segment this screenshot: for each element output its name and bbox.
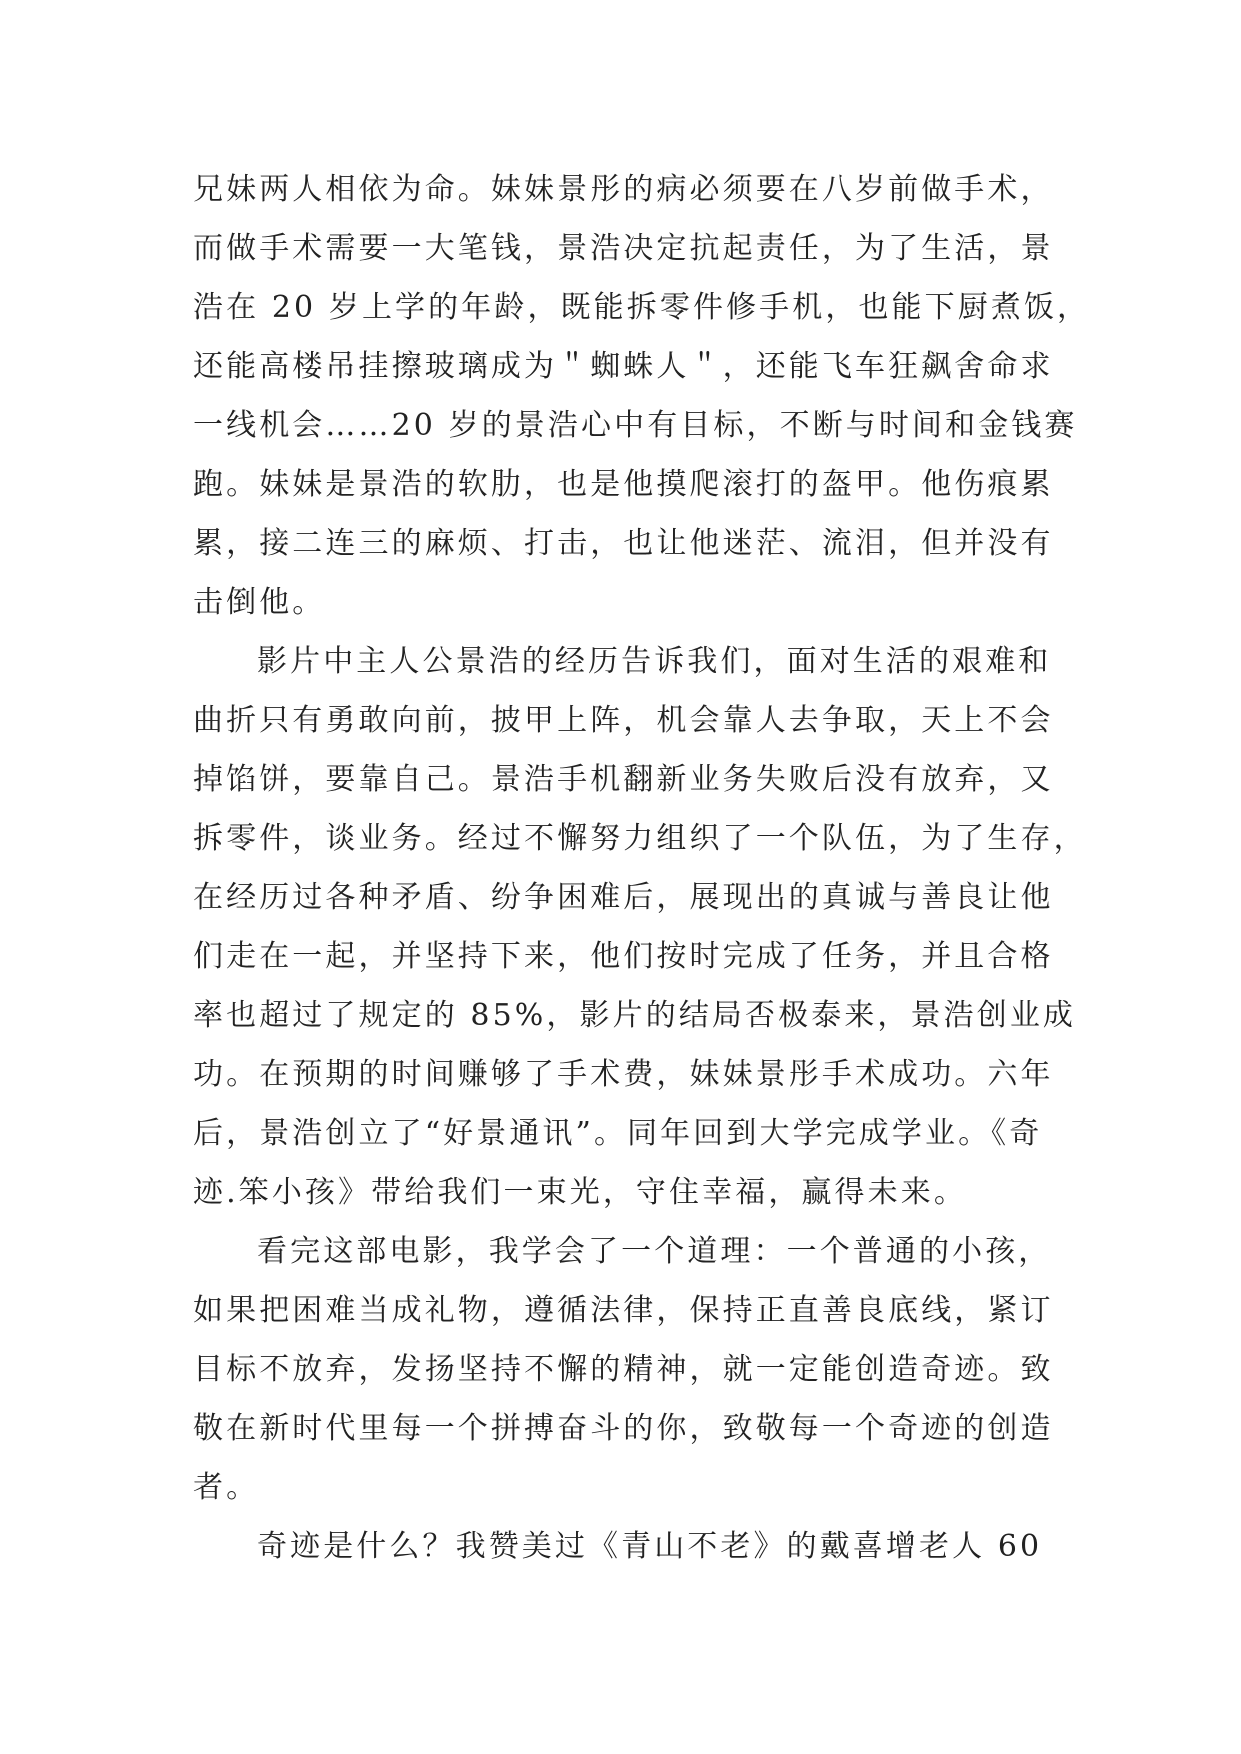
paragraph — [193, 160, 1091, 632]
text-line: 掉馅饼，要靠自己。景浩手机翻新业务失败后没有放弃，又 — [193, 762, 1054, 797]
paragraph — [193, 1517, 1053, 1576]
document-body — [193, 160, 1091, 1576]
text-line: 如果把困难当成礼物，遵循法律，保持正直善良底线，紧订 — [193, 1293, 1054, 1328]
paragraph — [193, 1222, 1053, 1517]
text-line: 看完这部电影，我学会了一个道理：一个普通的小孩， — [257, 1234, 1052, 1269]
text-line: 功。在预期的时间赚够了手术费，妹妹景彤手术成功。六年 — [193, 1057, 1054, 1092]
text-line: 跑。妹妹是景浩的软肋，也是他摸爬滚打的盔甲。他伤痕累 — [193, 467, 1054, 502]
text-line: 拆零件，谈业务。经过不懈努力组织了一个队伍，为了生存， — [193, 821, 1087, 856]
text-line: 目标不放弃，发扬坚持不懈的精神，就一定能创造奇迹。致 — [193, 1352, 1054, 1387]
paragraph — [193, 632, 1087, 1222]
text-line: 在经历过各种矛盾、纷争困难后，展现出的真诚与善良让他 — [193, 880, 1054, 915]
text-line: 曲折只有勇敢向前，披甲上阵，机会靠人去争取，天上不会 — [193, 703, 1054, 738]
text-line: 者。 — [193, 1470, 260, 1505]
text-line: 兄妹两人相依为命。妹妹景彤的病必须要在八岁前做手术， — [193, 172, 1054, 207]
text-line: 累，接二连三的麻烦、打击，也让他迷茫、流泪，但并没有 — [193, 526, 1054, 561]
text-line: 敬在新时代里每一个拼搏奋斗的你，致敬每一个奇迹的创造 — [193, 1411, 1054, 1446]
text-line: 迹.笨小孩》带给我们一束光，守住幸福，赢得未来。 — [193, 1175, 967, 1210]
text-line: 们走在一起，并坚持下来，他们按时完成了任务，并且合格 — [193, 939, 1054, 974]
text-line: 而做手术需要一大笔钱，景浩决定抗起责任，为了生活，景 — [193, 231, 1054, 266]
text-line: 影片中主人公景浩的经历告诉我们，面对生活的艰难和 — [257, 644, 1052, 679]
text-line: 率也超过了规定的 85%，影片的结局否极泰来，景浩创业成 — [193, 998, 1077, 1033]
text-line: 奇迹是什么？我赞美过《青山不老》的戴喜增老人 60 — [257, 1529, 1043, 1564]
text-line: 还能高楼吊挂擦玻璃成为＂蜘蛛人＂，还能飞车狂飙舍命求 — [193, 349, 1054, 384]
text-line: 后，景浩创立了“好景通讯”。同年回到大学完成学业。《奇 — [193, 1116, 1043, 1151]
text-line: 一线机会……20 岁的景浩心中有目标，不断与时间和金钱赛 — [193, 408, 1078, 443]
text-line: 击倒他。 — [193, 585, 326, 620]
text-line: 浩在 20 岁上学的年龄，既能拆零件修手机，也能下厨煮饭， — [193, 290, 1091, 325]
